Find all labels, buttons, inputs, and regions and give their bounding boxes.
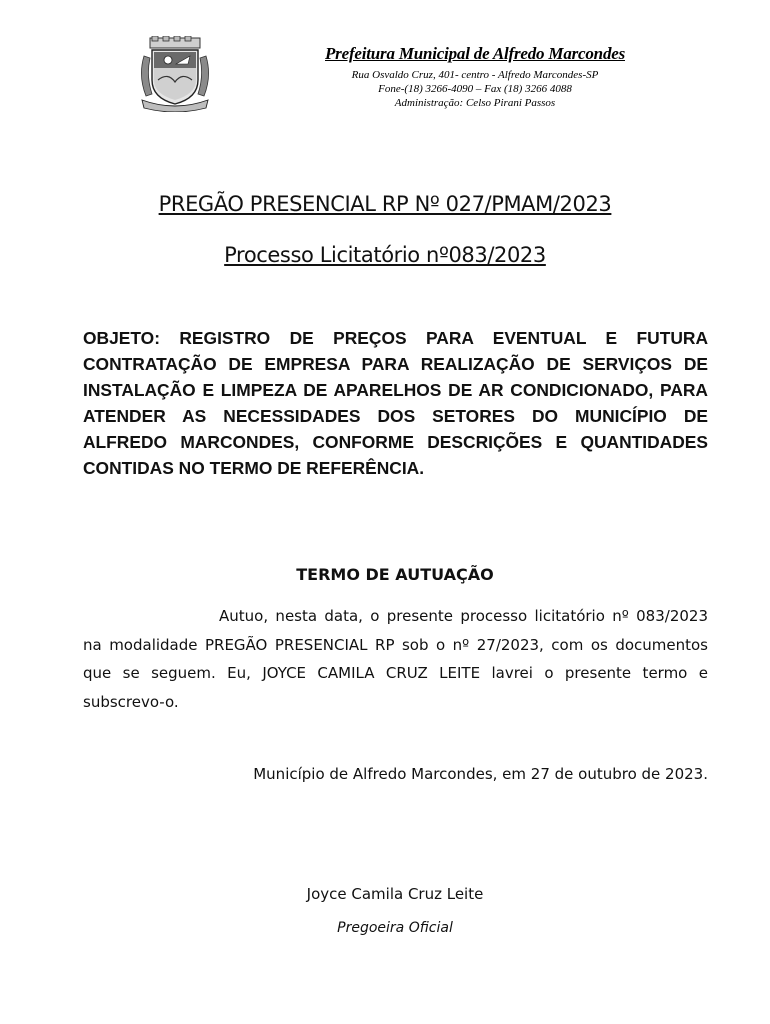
objeto-paragraph: OBJETO: REGISTRO DE PREÇOS PARA EVENTUAL E FUTURA CONTRATAÇÃO DE EMPRESA PARA REALIZAÇÃO DE SERVIÇOS DE INSTALAÇÃO E LIMPEZA DE APARELHOS DE AR CONDICIONADO, PARA ATENDER AS NECESSIDADES DOS SETORES DO MUNICÍPIO DE ALFREDO MARCONDES, CONFORME DESCRIÇÕES E QUANTIDADES CONTIDAS NO TERMO DE REFERÊNCIA. xyxy=(83,328,708,478)
signatory-role: Pregoeira Oficial xyxy=(337,920,453,936)
signatory-name: Joyce Camila Cruz Leite xyxy=(306,885,484,903)
org-phone: Fone-(18) 3266-4090 – Fax (18) 3266 4088 xyxy=(378,83,572,95)
section-title: TERMO DE AUTUAÇÃO xyxy=(296,565,494,584)
org-name: Prefeitura Municipal de Alfredo Marcondes xyxy=(325,44,625,63)
org-address: Rua Osvaldo Cruz, 401- centro - Alfredo Marcondes-SP xyxy=(351,69,599,81)
place-date: Município de Alfredo Marcondes, em 27 de outubro de 2023. xyxy=(253,765,708,783)
municipal-crest-icon xyxy=(138,36,212,112)
body-paragraph-text: Autuo, nesta data, o presente processo licitatório nº 083/2023 na modalidade PREGÃO PRESENCIAL RP sob o nº 27/2023, com os documentos que se seguem. Eu, JOYCE CAMILA CRUZ LEITE lavrei o presente termo e subscrevo-o. xyxy=(83,607,708,711)
process-number: Processo Licitatório nº083/2023 xyxy=(224,243,546,267)
document-title: PREGÃO PRESENCIAL RP Nº 027/PMAM/2023 xyxy=(158,192,612,216)
body-paragraph xyxy=(83,602,708,716)
org-administration: Administração: Celso Pirani Passos xyxy=(394,97,556,109)
